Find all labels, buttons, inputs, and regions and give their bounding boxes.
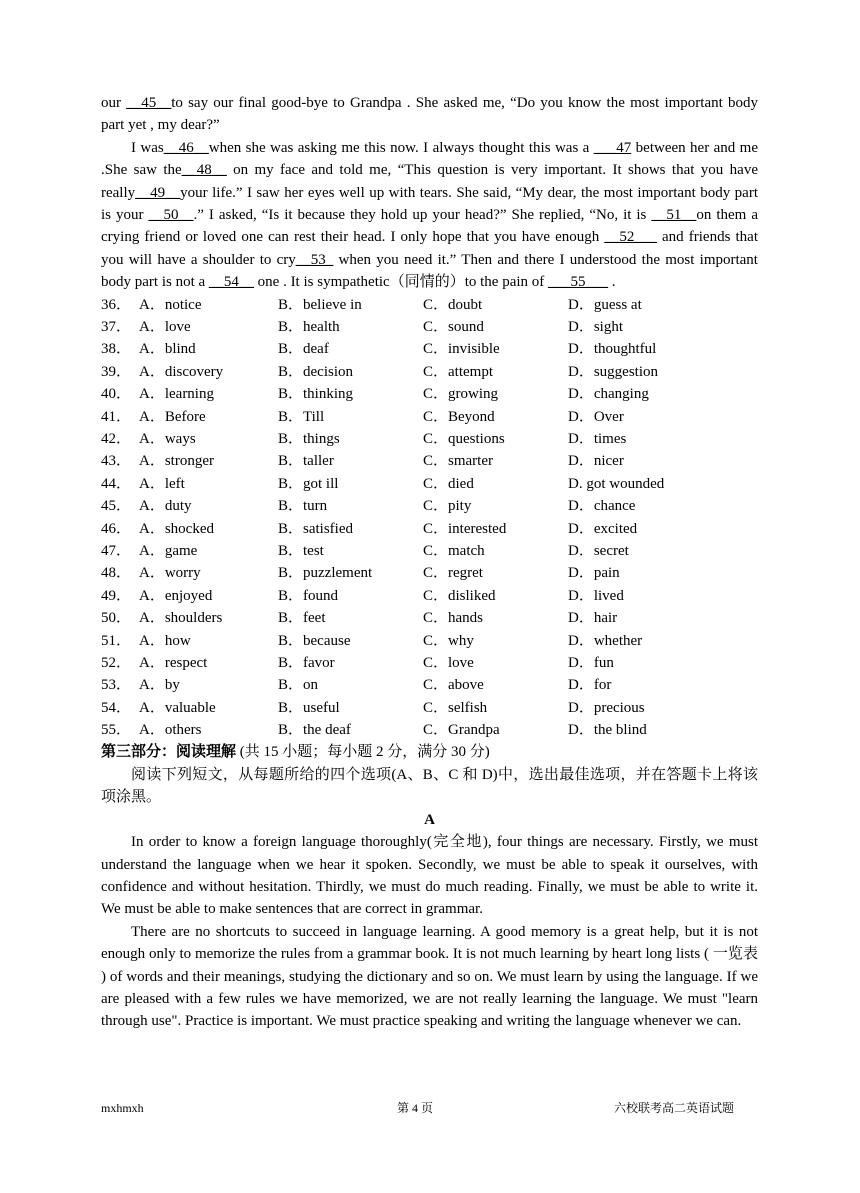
question-number: 38．: [101, 341, 132, 358]
text-segment: on my face and told me, “This question is very important. It shows that you have really: [101, 162, 758, 201]
question-row: [101, 518, 758, 540]
option-d: D．pain: [568, 565, 620, 582]
blank-51: __51__: [651, 207, 697, 224]
option-a: A．game: [139, 542, 198, 559]
option-c: C．regret: [423, 565, 483, 582]
option-a: A．how: [139, 632, 191, 649]
option-c: C．selfish: [423, 699, 488, 716]
option-b: B．things: [278, 431, 340, 447]
option-d: D．times: [568, 431, 627, 447]
option-a: A．enjoyed: [139, 587, 213, 604]
section-title: 第三部分：阅读理解: [101, 744, 237, 761]
option-a: A．blind: [139, 341, 196, 358]
text-segment: and friends that you will have a shoulder to cry: [101, 229, 758, 268]
question-row: [101, 316, 758, 338]
exam-page: [101, 92, 758, 1033]
option-a: A．learning: [139, 386, 214, 403]
option-a: A．duty: [139, 498, 192, 515]
text-segment: our: [101, 95, 127, 111]
option-d: D. got wounded: [568, 475, 665, 492]
section-instruction: 阅读下列短文，从每题所给的四个选项(A、B、C 和 D)中，选出最佳选项，并在答题卡上将该项涂黑。: [101, 766, 758, 806]
text-segment: to say our final good-bye to Grandpa . She asked me, “Do you know the most important body part yet , my dear?”: [101, 95, 759, 134]
option-b: B．turn: [278, 498, 328, 515]
option-c: C．hands: [423, 610, 484, 627]
question-number: 48．: [101, 565, 132, 582]
option-c: C．questions: [423, 431, 505, 447]
text-segment: your life.” I saw her eyes well up with tears. She said, “My dear, the most important body part is your: [101, 184, 758, 224]
question-row: [101, 697, 758, 719]
option-b: B．because: [278, 632, 351, 649]
option-c: C．why: [423, 632, 474, 649]
option-d: D．Over: [568, 408, 624, 425]
option-b: B．on: [278, 677, 319, 694]
option-d: D．lived: [568, 587, 624, 604]
question-row: [101, 406, 758, 428]
option-c: C．love: [423, 654, 474, 671]
option-d: D．precious: [568, 699, 645, 716]
option-d: D．the blind: [568, 722, 647, 739]
passage-label: A: [424, 811, 435, 828]
footer-left: mxhmxh: [101, 1101, 144, 1115]
text-segment: when you need it.” Then and there I understood the most important body part is not a: [101, 251, 758, 291]
question-number: 36．: [101, 296, 132, 313]
blank-54: __54__: [208, 274, 254, 291]
option-a: A．shocked: [139, 520, 214, 537]
question-row: [101, 294, 758, 316]
blank-52: __52___: [604, 229, 657, 246]
question-row: [101, 562, 758, 584]
option-c: C．pity: [423, 498, 472, 515]
option-b: B．decision: [278, 363, 353, 380]
question-row: [101, 495, 758, 517]
option-b: B．feet: [278, 610, 326, 627]
question-row: [101, 450, 758, 472]
question-row: [101, 473, 758, 495]
option-c: C．interested: [423, 520, 507, 537]
question-number: 39．: [101, 363, 132, 380]
option-a: A．love: [139, 319, 191, 336]
text-segment: on them a crying friend or loved one can rest their head. I only hope that you have enough: [101, 207, 758, 246]
option-b: B．test: [278, 542, 324, 559]
option-b: B．health: [278, 319, 340, 336]
blank-55: ___55___: [548, 274, 609, 291]
option-d: D．nicer: [568, 453, 624, 470]
option-c: C．attempt: [423, 363, 493, 380]
option-d: D．for: [568, 677, 612, 694]
option-a: A．shoulders: [139, 610, 223, 627]
option-d: D．hair: [568, 610, 618, 627]
question-row: [101, 540, 758, 562]
option-c: C．Grandpa: [423, 722, 500, 739]
option-c: C．disliked: [423, 587, 496, 604]
passage-paragraph-1: [101, 92, 758, 137]
option-b: B．deaf: [278, 341, 329, 358]
question-number: 40．: [101, 386, 132, 403]
option-a: A．discovery: [139, 363, 224, 380]
question-row: [101, 428, 758, 450]
option-d: D．fun: [568, 654, 614, 671]
question-row: [101, 361, 758, 383]
option-b: B．got ill: [278, 475, 339, 492]
question-number: 53．: [101, 677, 132, 694]
option-c: C．invisible: [423, 341, 500, 358]
option-d: D．thoughtful: [568, 341, 657, 358]
option-a: A．by: [139, 677, 180, 694]
question-number: 46．: [101, 520, 132, 537]
page-number: 第 4 页: [397, 1101, 434, 1115]
option-a: A．others: [139, 722, 202, 739]
option-d: D．sight: [568, 319, 624, 336]
option-c: C．Beyond: [423, 408, 495, 425]
passage-paragraph-2: [101, 137, 758, 294]
footer-right: 六校联考高二英语试题: [613, 1101, 734, 1115]
option-c: C．smarter: [423, 453, 493, 470]
section-note: (共 15 小题；每小题 2 分，满分 30 分): [239, 744, 490, 761]
option-b: B．satisfied: [278, 520, 353, 537]
option-b: B．thinking: [278, 386, 354, 403]
blank-46: __46__: [163, 139, 209, 156]
question-number: 43．: [101, 453, 132, 470]
option-b: B．believe in: [278, 296, 362, 313]
page-footer: [101, 1099, 758, 1117]
option-b: B．taller: [278, 453, 334, 470]
option-d: D．suggestion: [568, 363, 659, 380]
question-number: 52．: [101, 654, 132, 671]
option-d: D．excited: [568, 520, 638, 537]
option-a: A．respect: [139, 654, 208, 671]
option-a: A．stronger: [139, 453, 214, 470]
option-a: A．worry: [139, 565, 201, 582]
option-d: D．changing: [568, 386, 649, 403]
question-number: 50．: [101, 610, 132, 627]
option-c: C．growing: [423, 386, 499, 403]
section-3-heading: [101, 741, 758, 763]
passage-a-paragraph-1: In order to know a foreign language thoroughly(完全地), four things are necessary. Firstly, we must understand the language when we hear it spoken. Secondly, we must be able to speak it ourselves, with confidence and without hesitation. Thirdly, we must do much reading. Finally, we must be able to write it. We must be able to make sentences that are correct in grammar.: [101, 834, 758, 918]
question-options-list: [101, 294, 758, 742]
text-segment: .: [608, 274, 616, 291]
question-row: [101, 630, 758, 652]
option-a: A．ways: [139, 431, 196, 447]
question-row: [101, 652, 758, 674]
text-segment: I was: [131, 139, 164, 156]
option-c: C．doubt: [423, 296, 483, 313]
blank-49: __49__: [135, 184, 181, 201]
blank-48: __48__: [181, 162, 227, 179]
option-b: B．favor: [278, 654, 335, 671]
question-number: 44．: [101, 475, 132, 492]
question-number: 51．: [101, 632, 132, 649]
question-number: 41．: [101, 408, 132, 425]
question-number: 45．: [101, 498, 132, 515]
question-number: 47．: [101, 542, 132, 559]
blank-47: ___47: [593, 139, 632, 156]
option-a: A．notice: [139, 296, 202, 313]
question-row: [101, 607, 758, 629]
option-c: C．died: [423, 475, 474, 492]
option-b: B．useful: [278, 699, 340, 716]
option-b: B．the deaf: [278, 722, 351, 739]
option-d: D．chance: [568, 498, 636, 515]
question-row: [101, 338, 758, 360]
question-number: 55．: [101, 722, 132, 739]
option-d: D．whether: [568, 632, 643, 649]
option-a: A．Before: [139, 408, 206, 425]
question-row: [101, 585, 758, 607]
question-row: [101, 674, 758, 696]
option-b: B．Till: [278, 408, 325, 425]
option-d: D．secret: [568, 542, 629, 559]
question-row: [101, 719, 758, 741]
option-c: C．sound: [423, 319, 484, 336]
option-d: D．guess at: [568, 296, 642, 313]
option-b: B．found: [278, 587, 339, 604]
blank-50: __50__: [148, 207, 194, 224]
blank-53: __53_: [295, 251, 334, 268]
question-number: 49．: [101, 587, 132, 604]
option-a: A．left: [139, 475, 185, 492]
text-segment: one . It is sympathetic（同情的）to the pain of: [253, 274, 549, 291]
question-number: 42．: [101, 431, 132, 447]
question-number: 37．: [101, 319, 132, 336]
question-row: [101, 383, 758, 405]
question-number: 54．: [101, 699, 132, 716]
blank-45: __45__: [126, 95, 172, 111]
option-b: B．puzzlement: [278, 565, 373, 582]
option-c: C．match: [423, 542, 485, 559]
passage-a-paragraph-2: There are no shortcuts to succeed in language learning. A good memory is a great help, but it is not enough only to memorize the rules from a grammar book. It is not much learning by heart long lists ( 一览表 ) of words and their meanings, studying the dictionary and so on. We must learn by using the language. If we are pleased with a few rules we have memorized, we are not really learning the language. We must "learn through use". Practice is important. We must practice speaking and writing the language whenever we can.: [101, 923, 758, 1030]
text-segment: .” I asked, “Is it because they hold up your head?” She replied, “No, it is: [193, 207, 652, 224]
text-segment: between her and me .She saw the: [101, 139, 758, 179]
option-c: C．above: [423, 677, 484, 694]
text-segment: when she was asking me this now. I always thought this was a: [208, 139, 594, 156]
option-a: A．valuable: [139, 699, 216, 716]
